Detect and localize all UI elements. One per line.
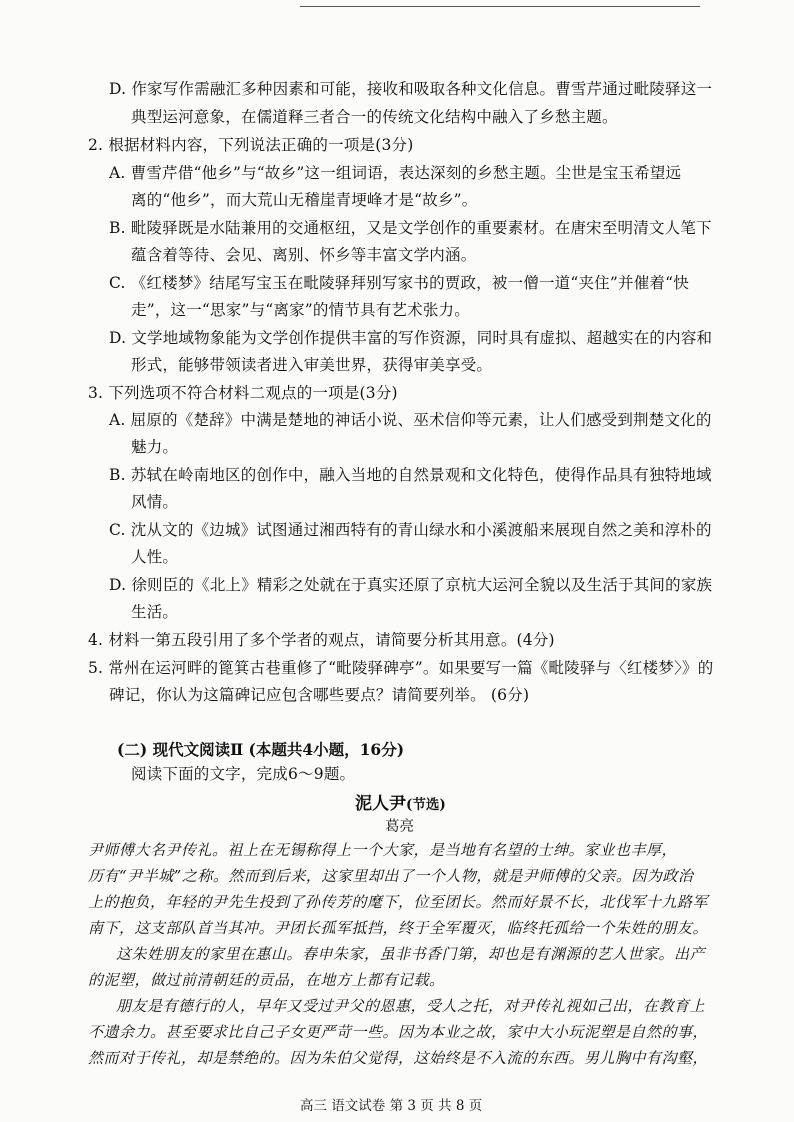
q2-option-d-line1: D. 文学地域物象能为文学创作提供丰富的写作资源，同时具有虚拟、超越实在的内容和	[109, 329, 713, 347]
page-footer: 高三 语文试卷 第 3 页 共 8 页	[300, 1098, 483, 1114]
q3-option-d-line1: D. 徐则臣的《北上》精彩之处就在于真实还原了京杭大运河全貌以及生活于其间的家族	[109, 576, 713, 594]
story-line-2: 历有“尹半城”之称。然而到后来，这家里却出了一个人物，就是尹师傅的父亲。因为政治	[88, 867, 694, 885]
story-line-5: 这朱姓朋友的家里在惠山。春申朱家，虽非书香门第，却也是有渊源的艺人世家。出产	[116, 945, 706, 963]
section-instruction: 阅读下面的文字，完成6～9题。	[131, 765, 356, 783]
section-heading: (二) 现代文阅读Ⅱ (本题共4小题，16分)	[117, 740, 405, 759]
story-line-9: 然而对于传礼，却是禁绝的。因为朱伯父觉得，这始终是不入流的东西。男儿胸中有沟壑，	[88, 1049, 709, 1067]
story-line-8: 不遗余力。甚至要求比自己子女更严苛一些。因为本业之故，家中大小玩泥塑是自然的事，	[88, 1023, 709, 1041]
story-line-6: 的泥塑，做过前清朝廷的贡品，在地方上都有记载。	[88, 971, 445, 989]
q2-option-b-line2: 蕴含着等待、会见、离别、怀乡等丰富文学内涵。	[131, 246, 477, 264]
q3-option-b-line2: 风情。	[131, 493, 179, 511]
q3-option-b-line1: B. 苏轼在岭南地区的创作中，融入当地的自然景观和文化特色，使得作品具有独特地域	[109, 466, 712, 484]
story-line-1: 尹师傅大名尹传礼。祖上在无锡称得上一个大家，是当地有名望的士绅。家业也丰厚，	[88, 841, 678, 859]
q3-option-a-line1: A. 屈原的《楚辞》中满是楚地的神话小说、巫术信仰等元素，让人们感受到荆楚文化的	[109, 411, 712, 429]
q5-stem-line1: 5. 常州在运河畔的篦箕古巷重修了“毗陵驿碑亭”。如果要写一篇《毗陵驿与〈红楼梦〉》的	[88, 659, 714, 677]
q2-stem: 2. 根据材料内容，下列说法正确的一项是(3分)	[88, 136, 414, 154]
story-title	[355, 789, 446, 814]
story-line-4: 南下，这支部队首当其冲。尹团长孤军抵挡，终于全军覆灭，临终托孤给一个朱姓的朋友。	[88, 919, 709, 937]
story-line-7: 朋友是有德行的人，早年又受过尹父的恩惠，受人之托，对尹传礼视如己出，在教育上	[116, 997, 706, 1015]
q2-option-a-line2: 离的“他乡”，而大荒山无稽崖青埂峰才是“故乡”。	[131, 191, 478, 209]
q5-stem-line2: 碑记，你认为这篇碑记应包含哪些要点？请简要列举。 (6分)	[109, 686, 530, 704]
story-title-note: (节选)	[406, 797, 446, 813]
q3-option-a-line2: 魅力。	[131, 438, 179, 456]
q3-option-c-line1: C. 沈从文的《边城》试图通过湘西特有的青山绿水和小溪渡船来展现自然之美和淳朴的	[109, 521, 712, 539]
q4-stem: 4. 材料一第五段引用了多个学者的观点，请简要分析其用意。(4分)	[88, 631, 555, 649]
q2-option-d-line2: 形式，能够带领读者进入审美世界，获得审美享受。	[131, 356, 493, 374]
story-title-text: 泥人尹	[355, 794, 406, 814]
q3-stem: 3. 下列选项不符合材料二观点的一项是(3分)	[88, 384, 398, 402]
q2-option-c-line1: C. 《红楼梦》结尾写宝玉在毗陵驿拜别写家书的贾政，被一僧一道“夹住”并催着“快	[109, 274, 689, 292]
q3-option-c-line2: 人性。	[131, 548, 179, 566]
story-line-3: 上的抱负，年轻的尹先生投到了孙传芳的麾下，位至团长。然而好景不长，北伐军十九路军	[88, 893, 709, 911]
q1-option-d-line1: D. 作家写作需融汇多种因素和可能，接收和吸取各种文化信息。曹雪芹通过毗陵驿这一	[109, 80, 713, 98]
q2-option-c-line2: 走”，这一“思家”与“离家”的情节具有艺术张力。	[131, 301, 470, 319]
q3-option-d-line2: 生活。	[131, 603, 179, 621]
q2-option-b-line1: B. 毗陵驿既是水陆兼用的交通枢纽，又是文学创作的重要素材。在唐宋至明清文人笔下	[109, 219, 712, 237]
q1-option-d-line2: 典型运河意象，在儒道释三者合一的传统文化结构中融入了乡愁主题。	[131, 108, 618, 126]
scan-top-edge-line	[300, 6, 700, 7]
story-author: 葛亮	[385, 819, 414, 835]
q2-option-a-line1: A. 曹雪芹借“他乡”与“故乡”这一组词语，表达深刻的乡愁主题。尘世是宝玉希望远	[109, 164, 682, 182]
